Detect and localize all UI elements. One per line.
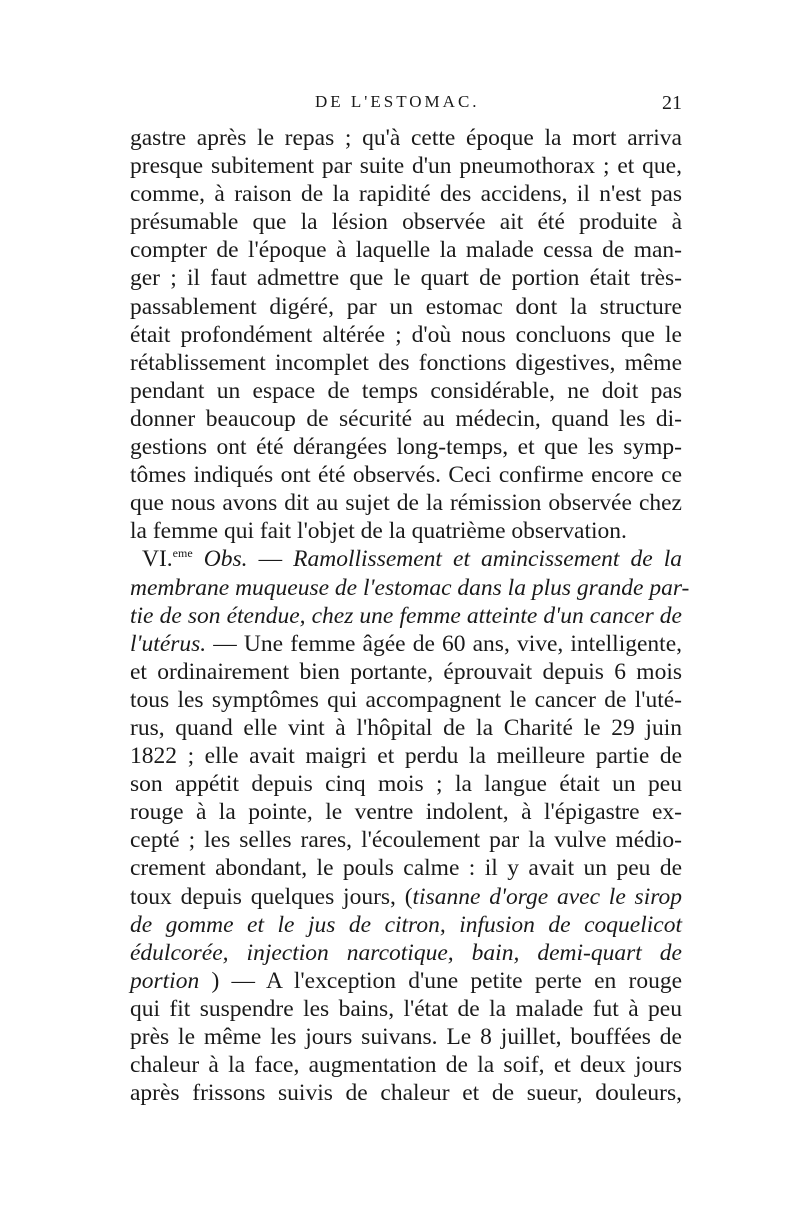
text-line: portion ) — A l'exception d'une petite perte en rouge xyxy=(130,967,682,994)
text-line: était profondément altérée ; d'où nous concluons que le xyxy=(130,321,682,348)
prescription-text: tisanne d'orge avec le sirop xyxy=(412,883,682,910)
text-line: cepté ; les selles rares, l'écoulement par la vulve médio- xyxy=(130,827,682,854)
text-line: pendant un espace de temps considérable, ne doit pas xyxy=(130,377,682,404)
text-line: chaleur à la face, augmentation de la soif, et deux jours xyxy=(130,1052,682,1079)
prescription-text: édulcorée, injection narcotique, bain, demi-quart de xyxy=(130,939,682,966)
text-line: qui fit suspendre les bains, l'état de la malade fut à peu xyxy=(130,995,682,1022)
text-line: presque subitement par suite d'un pneumothorax ; et que, xyxy=(130,153,682,180)
text-line: gastre après le repas ; qu'à cette époque la mort arriva xyxy=(130,125,682,151)
obs-abbreviation: Obs. xyxy=(203,546,248,573)
observation-number: VI. xyxy=(142,546,173,573)
text-line: l'utérus. — Une femme âgée de 60 ans, vive, intelligente, xyxy=(130,630,682,657)
running-title: DE L'ESTOMAC. xyxy=(315,92,480,111)
page-number: 21 xyxy=(662,92,682,114)
observation-title-line: tie de son étendue, chez une femme atteinte d'un cancer de xyxy=(130,602,682,629)
text-line: la femme qui fait l'objet de la quatrième observation. xyxy=(130,518,627,545)
text-line: donner beaucoup de sécurité au médecin, quand les di- xyxy=(130,405,682,432)
text-line: rouge à la pointe, le ventre indolent, à l'épigastre ex- xyxy=(130,799,682,826)
text-line: près le même les jours suivans. Le 8 juillet, bouffées de xyxy=(130,1024,682,1050)
text-line: tômes indiqués ont été observés. Ceci confirme encore ce xyxy=(130,462,682,489)
text-line: gestions ont été dérangées long-temps, et que les symp- xyxy=(130,434,682,461)
body-text xyxy=(130,124,690,1107)
text-line: ger ; il faut admettre que le quart de portion était très- xyxy=(130,265,682,292)
text-line: crement abondant, le pouls calme : il y avait un peu de xyxy=(130,855,682,882)
text-line: rétablissement incomplet des fonctions digestives, même xyxy=(130,349,682,376)
prescription-text: de gomme et le jus de citron, infusion de coquelicot xyxy=(130,911,682,938)
page-header xyxy=(130,92,682,122)
text-line: rus, quand elle vint à l'hôpital de la Charité le 29 juin xyxy=(130,714,682,741)
observation-title-line: membrane muqueuse de l'estomac dans la plus grande par- xyxy=(130,574,690,601)
text-line: et ordinairement bien portante, éprouvait depuis 6 mois xyxy=(130,658,682,685)
text-line: 1822 ; elle avait maigri et perdu la meilleure partie de xyxy=(130,743,682,770)
text-line: après frissons suivis de chaleur et de sueur, douleurs, xyxy=(130,1080,682,1107)
observation-title-end: l'utérus. xyxy=(130,630,207,657)
text-line: que nous avons dit au sujet de la rémission observée chez xyxy=(130,490,682,517)
ordinal-suffix: eme xyxy=(172,546,193,561)
observation-heading xyxy=(130,545,682,573)
text-line: passablement digéré, par un estomac dont la structure xyxy=(130,293,682,320)
text-line: présumable que la lésion observée ait été produite à xyxy=(130,209,682,236)
text-line: compter de l'époque à laquelle la malade cessa de man- xyxy=(130,237,682,264)
prescription-text: portion xyxy=(130,967,200,994)
text-line: tous les symptômes qui accompagnent le cancer de l'uté- xyxy=(130,686,682,713)
em-dash: — xyxy=(247,546,294,573)
text-line: son appétit depuis cinq mois ; la langue était un peu xyxy=(130,771,682,798)
observation-title: Ramollissement et amincissement de la xyxy=(293,546,683,573)
text-line: toux depuis quelques jours, (tisanne d'orge avec le sirop xyxy=(130,883,682,910)
text-line: comme, à raison de la rapidité des accidens, il n'est pas xyxy=(130,181,682,208)
